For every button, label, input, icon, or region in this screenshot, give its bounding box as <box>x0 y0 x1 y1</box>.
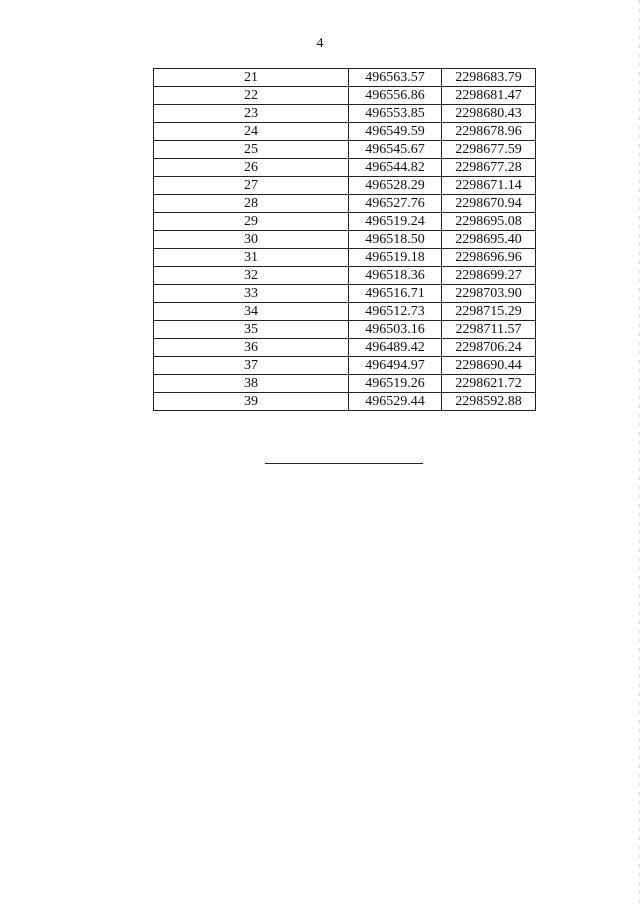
table-row <box>154 321 536 339</box>
y-coordinate-cell: 2298703.90 <box>442 285 536 303</box>
x-coordinate-cell: 496527.76 <box>349 195 442 213</box>
x-coordinate-cell: 496544.82 <box>349 159 442 177</box>
table-row <box>154 249 536 267</box>
x-coordinate-cell: 496556.86 <box>349 87 442 105</box>
point-number-cell: 25 <box>154 141 349 159</box>
point-number-cell: 27 <box>154 177 349 195</box>
y-coordinate-cell: 2298695.40 <box>442 231 536 249</box>
x-coordinate-cell: 496528.29 <box>349 177 442 195</box>
point-number-cell: 22 <box>154 87 349 105</box>
y-coordinate-cell: 2298706.24 <box>442 339 536 357</box>
y-coordinate-cell: 2298681.47 <box>442 87 536 105</box>
table-row <box>154 213 536 231</box>
table-row <box>154 303 536 321</box>
point-number-cell: 34 <box>154 303 349 321</box>
point-number-cell: 32 <box>154 267 349 285</box>
x-coordinate-cell: 496516.71 <box>349 285 442 303</box>
y-coordinate-cell: 2298690.44 <box>442 357 536 375</box>
table-row <box>154 357 536 375</box>
table-row <box>154 141 536 159</box>
table-row <box>154 285 536 303</box>
point-number-cell: 39 <box>154 393 349 411</box>
point-number-cell: 26 <box>154 159 349 177</box>
x-coordinate-cell: 496553.85 <box>349 105 442 123</box>
table-row <box>154 105 536 123</box>
x-coordinate-cell: 496545.67 <box>349 141 442 159</box>
x-coordinate-cell: 496489.42 <box>349 339 442 357</box>
y-coordinate-cell: 2298695.08 <box>442 213 536 231</box>
y-coordinate-cell: 2298670.94 <box>442 195 536 213</box>
y-coordinate-cell: 2298696.96 <box>442 249 536 267</box>
y-coordinate-cell: 2298715.29 <box>442 303 536 321</box>
table-row <box>154 231 536 249</box>
x-coordinate-cell: 496529.44 <box>349 393 442 411</box>
y-coordinate-cell: 2298683.79 <box>442 69 536 87</box>
coordinates-table <box>153 68 536 411</box>
end-of-document-rule <box>265 463 423 464</box>
y-coordinate-cell: 2298621.72 <box>442 375 536 393</box>
table-row <box>154 177 536 195</box>
x-coordinate-cell: 496518.50 <box>349 231 442 249</box>
point-number-cell: 28 <box>154 195 349 213</box>
table-row <box>154 267 536 285</box>
x-coordinate-cell: 496519.26 <box>349 375 442 393</box>
y-coordinate-cell: 2298677.28 <box>442 159 536 177</box>
table-row <box>154 195 536 213</box>
y-coordinate-cell: 2298671.14 <box>442 177 536 195</box>
x-coordinate-cell: 496494.97 <box>349 357 442 375</box>
x-coordinate-cell: 496518.36 <box>349 267 442 285</box>
y-coordinate-cell: 2298699.27 <box>442 267 536 285</box>
table-row <box>154 393 536 411</box>
y-coordinate-cell: 2298677.59 <box>442 141 536 159</box>
point-number-cell: 30 <box>154 231 349 249</box>
x-coordinate-cell: 496519.24 <box>349 213 442 231</box>
x-coordinate-cell: 496519.18 <box>349 249 442 267</box>
table-row <box>154 87 536 105</box>
x-coordinate-cell: 496549.59 <box>349 123 442 141</box>
point-number-cell: 38 <box>154 375 349 393</box>
table-row <box>154 339 536 357</box>
x-coordinate-cell: 496512.73 <box>349 303 442 321</box>
x-coordinate-cell: 496563.57 <box>349 69 442 87</box>
point-number-cell: 29 <box>154 213 349 231</box>
page-number: 4 <box>316 36 324 51</box>
table-row <box>154 375 536 393</box>
point-number-cell: 33 <box>154 285 349 303</box>
point-number-cell: 21 <box>154 69 349 87</box>
coordinates-table-body <box>154 69 536 411</box>
point-number-cell: 31 <box>154 249 349 267</box>
y-coordinate-cell: 2298711.57 <box>442 321 536 339</box>
point-number-cell: 35 <box>154 321 349 339</box>
table-row <box>154 159 536 177</box>
point-number-cell: 24 <box>154 123 349 141</box>
y-coordinate-cell: 2298680.43 <box>442 105 536 123</box>
y-coordinate-cell: 2298678.96 <box>442 123 536 141</box>
point-number-cell: 37 <box>154 357 349 375</box>
point-number-cell: 36 <box>154 339 349 357</box>
x-coordinate-cell: 496503.16 <box>349 321 442 339</box>
table-row <box>154 69 536 87</box>
table-row <box>154 123 536 141</box>
point-number-cell: 23 <box>154 105 349 123</box>
y-coordinate-cell: 2298592.88 <box>442 393 536 411</box>
